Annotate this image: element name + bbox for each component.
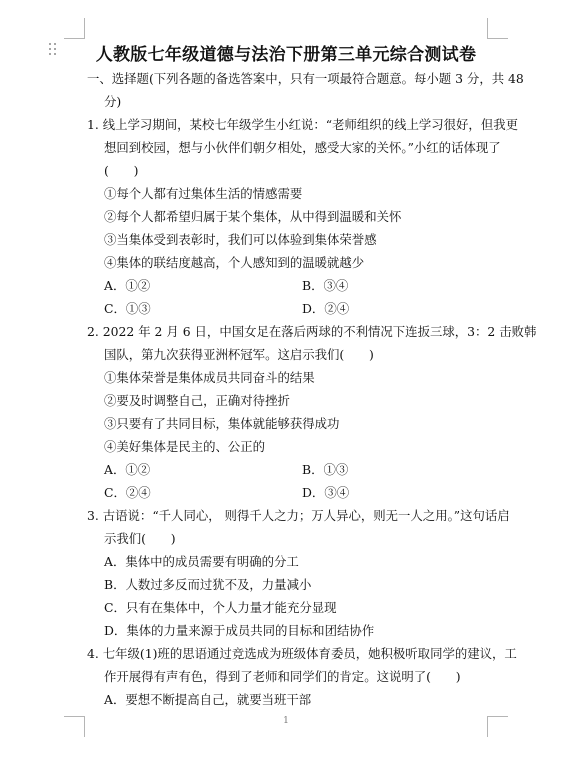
q1-stem-line3: ( ) (104, 163, 139, 178)
q1-stem-line2: 想回到校园，想与小伙伴们朝夕相处，感受大家的关怀。”小红的话体现了 (104, 140, 501, 155)
q3-option-a: A．集体中的成员需要有明确的分工 (104, 554, 299, 569)
q3-stem-line2: 示我们( ) (104, 531, 176, 546)
q2-stem-line1: 2. 2022 年 2 月 6 日，中国女足在落后两球的不利情况下连扳三球，3：2 击败韩 (87, 324, 537, 339)
section-heading-cont: 分) (104, 94, 122, 109)
q3-option-c: C．只有在集体中，个人力量才能充分显现 (104, 600, 337, 615)
q2-option-b: B．①③ (302, 462, 349, 477)
q1-statement-3: ③当集体受到表彰时，我们可以体验到集体荣誉感 (104, 232, 377, 247)
q4-stem-line1: 4. 七年级(1)班的思语通过竞选成为班级体育委员，她积极听取同学的建议，工 (87, 646, 517, 661)
q2-statement-4: ④美好集体是民主的、公正的 (104, 439, 266, 454)
q3-option-d: D．集体的力量来源于成员共同的目标和团结协作 (104, 623, 375, 638)
q4-option-a: A．要想不断提高自己，就要当班干部 (104, 692, 312, 707)
q1-option-a: A．①② (104, 278, 151, 293)
q1-statement-2: ②每个人都希望归属于某个集体，从中得到温暖和关怀 (104, 209, 402, 224)
section-heading: 一、选择题(下列各题的备选答案中，只有一项最符合题意。每小题 3 分，共 48 (87, 71, 524, 86)
q2-statement-1: ①集体荣誉是集体成员共同奋斗的结果 (104, 370, 315, 385)
q4-stem-line2: 作开展得有声有色，得到了老师和同学们的肯定。这说明了( ) (104, 669, 461, 684)
q1-statement-4: ④集体的联结度越高，个人感知到的温暖就越少 (104, 255, 365, 270)
q1-option-d: D．②④ (302, 301, 350, 316)
q2-statement-3: ③只要有了共同目标，集体就能够获得成功 (104, 416, 340, 431)
q1-stem-line1: 1. 线上学习期间，某校七年级学生小红说：“老师组织的线上学习很好，但我更 (87, 117, 518, 132)
q2-option-a: A．①② (104, 462, 151, 477)
q2-option-d: D．③④ (302, 485, 350, 500)
document-title: 人教版七年级道德与法治下册第三单元综合测试卷 (95, 45, 477, 65)
page-corner-mark-top-right (487, 18, 508, 39)
q2-stem-line2: 国队，第九次获得亚洲杯冠军。这启示我们( ) (104, 347, 374, 362)
q1-option-c: C．①③ (104, 301, 151, 316)
q3-option-b: B．人数过多反而过犹不及，力量减小 (104, 577, 312, 592)
q1-statement-1: ①每个人都有过集体生活的情感需要 (104, 186, 303, 201)
q1-option-b: B．③④ (302, 278, 349, 293)
page-number: 1 (283, 716, 289, 726)
q3-stem-line1: 3. 古语说：“千人同心， 则得千人之力；万人异心，则无一人之用。”这句话启 (87, 508, 510, 523)
q2-option-c: C．②④ (104, 485, 151, 500)
page-corner-mark-top-left (64, 18, 85, 39)
q2-statement-2: ②要及时调整自己，正确对待挫折 (104, 393, 290, 408)
